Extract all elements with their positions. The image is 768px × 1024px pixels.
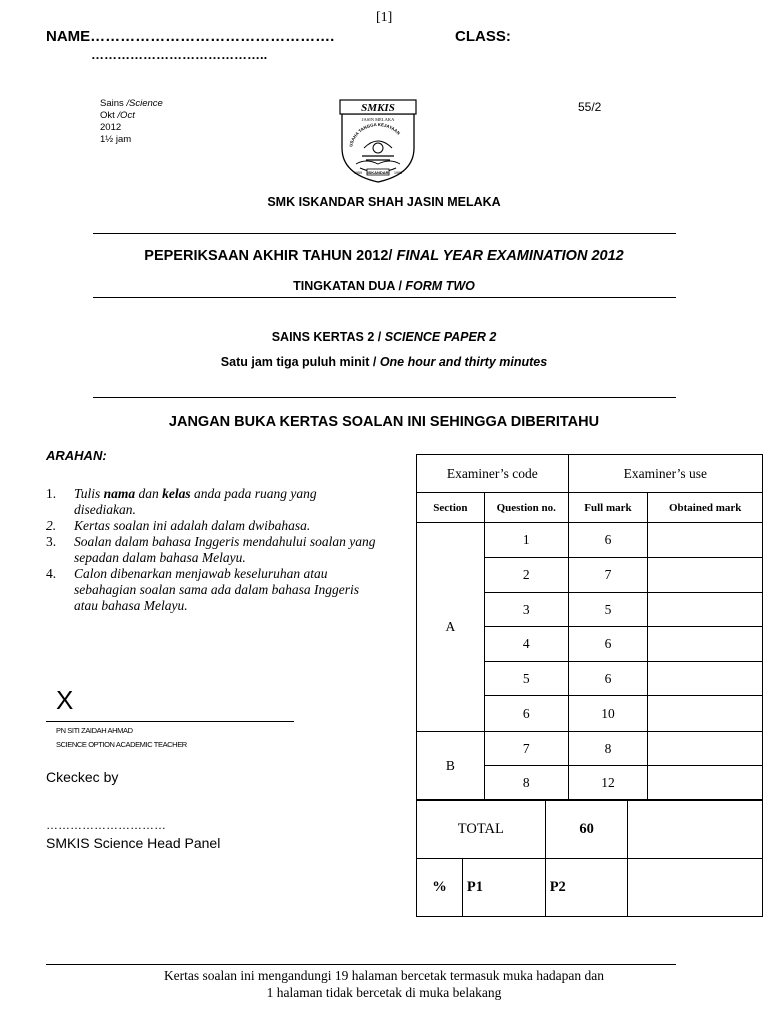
subject-en: /Science: [126, 98, 163, 109]
name-dotted-line: …………………………………..: [91, 47, 268, 62]
section-b-cell: B: [417, 732, 485, 801]
instruction-number: 2.: [46, 518, 57, 533]
instruction-text: Tulis: [74, 486, 104, 501]
percent-label: %: [417, 859, 463, 917]
p1-cell[interactable]: P1: [462, 859, 545, 917]
month-en: /Oct: [117, 110, 135, 121]
question-no-cell: 6: [484, 696, 568, 732]
col-question-header: Question no.: [484, 493, 568, 523]
year-text: 2012: [100, 122, 122, 133]
instruction-number: 4.: [46, 566, 57, 581]
month-ms: Okt: [100, 110, 118, 121]
question-no-cell: 7: [484, 732, 568, 766]
teacher-role: SCIENCE OPTION ACADEMIC TEACHER: [56, 740, 187, 749]
obtained-mark-cell[interactable]: [648, 662, 763, 696]
footer-line-1: Kertas soalan ini mengandungi 19 halaman bercetak termasuk muka hadapan dan: [163, 968, 605, 983]
obtained-mark-cell[interactable]: [648, 766, 763, 801]
exam-title-en: FINAL YEAR EXAMINATION 2012: [392, 248, 624, 264]
full-mark-cell: 12: [568, 766, 648, 801]
col-obtained-header: Obtained mark: [648, 493, 763, 523]
arahan-title: ARAHAN:: [46, 448, 107, 463]
time-en: One hour and thirty minutes: [379, 355, 548, 369]
paper-title: [0, 330, 768, 344]
signature-line: [46, 721, 294, 722]
instruction-item: [46, 534, 376, 566]
instruction-text: Calon dibenarkan menjawab keseluruhan atau sebahagian soalan sama ada dalam bahasa Inggeris atau bahasa Melayu.: [74, 566, 360, 613]
school-crest-logo: [336, 98, 420, 184]
obtained-mark-cell[interactable]: [648, 732, 763, 766]
footer-line-2: 1 halaman tidak bercetak di muka belakang: [266, 985, 502, 1000]
instruction-text: Soalan dalam bahasa Inggeris mendahului soalan yang sepadan dalam bahasa Melayu.: [74, 534, 376, 565]
checked-by-label: Ckeckec by: [46, 769, 119, 785]
page-number: [1]: [376, 10, 393, 25]
subject-line: [100, 98, 163, 110]
form-title: [0, 279, 768, 293]
examiners-use-header: Examiner’s use: [568, 455, 762, 493]
full-mark-cell: 5: [568, 593, 648, 627]
time-ms: Satu jam tiga puluh minit /: [220, 355, 380, 369]
full-mark-cell: 6: [568, 662, 648, 696]
header-meta: [100, 98, 163, 146]
divider: [93, 233, 676, 234]
divider: [93, 297, 676, 298]
footer-divider: [46, 964, 676, 965]
teacher-name: PN SITI ZAIDAH AHMAD: [56, 726, 133, 735]
instruction-item: [46, 486, 376, 518]
full-mark-cell: 6: [568, 627, 648, 662]
paper-en: SCIENCE PAPER 2: [384, 330, 497, 344]
full-mark-cell: 6: [568, 523, 648, 558]
obtained-mark-cell[interactable]: [648, 558, 763, 593]
crest-banner-text: SMKIS: [361, 102, 395, 114]
examiner-table: [416, 454, 763, 801]
obtained-mark-cell[interactable]: [648, 593, 763, 627]
signature-mark: X: [56, 685, 74, 715]
instruction-text: anda pada ruang yang disediakan.: [74, 486, 317, 517]
obtained-mark-cell[interactable]: [648, 696, 763, 732]
warning-text: JANGAN BUKA KERTAS SOALAN INI SEHINGGA DIBERITAHU: [168, 414, 600, 430]
full-mark-cell: 7: [568, 558, 648, 593]
instruction-item: [46, 566, 376, 614]
full-mark-cell: 8: [568, 732, 648, 766]
full-mark-cell: 10: [568, 696, 648, 732]
instruction-number: 1.: [46, 486, 57, 501]
exam-title-ms: PEPERIKSAAN AKHIR TAHUN 2012/: [144, 248, 393, 264]
total-table: [416, 799, 763, 917]
instruction-text: dan: [135, 486, 163, 501]
question-no-cell: 8: [484, 766, 568, 801]
obtained-mark-cell[interactable]: [648, 523, 763, 558]
head-panel-label: SMKIS Science Head Panel: [46, 835, 221, 851]
question-no-cell: 2: [484, 558, 568, 593]
total-full-mark: 60: [545, 800, 628, 859]
crest-subtitle: JASIN MELAKA: [361, 117, 395, 122]
form-en: FORM TWO: [405, 279, 475, 293]
p2-cell[interactable]: P2: [545, 859, 628, 917]
paper-code: 55/2: [578, 100, 602, 114]
name-label: NAME………………………………………….: [46, 28, 335, 45]
instruction-number: 3.: [46, 534, 57, 549]
crest-year-left: 1959: [354, 171, 362, 175]
question-no-cell: 4: [484, 627, 568, 662]
time-allowed: [0, 355, 768, 369]
col-section-header: Section: [417, 493, 485, 523]
instruction-bold-kelas: kelas: [162, 486, 191, 501]
duration-text: 1½ jam: [100, 134, 132, 145]
examiners-code-header: Examiner’s code: [417, 455, 569, 493]
percent-value-cell[interactable]: [628, 859, 763, 917]
checker-signature-line: …………………………: [46, 818, 166, 832]
obtained-mark-cell[interactable]: [648, 627, 763, 662]
paper-ms: SAINS KERTAS 2 /: [271, 330, 385, 344]
instruction-bold-nama: nama: [103, 486, 136, 501]
school-name: SMK ISKANDAR SHAH JASIN MELAKA: [267, 195, 501, 209]
footer-note: [0, 967, 768, 1001]
question-no-cell: 5: [484, 662, 568, 696]
section-a-cell: A: [417, 523, 485, 732]
month-line: [100, 110, 163, 122]
col-fullmark-header: Full mark: [568, 493, 648, 523]
total-obtained-cell[interactable]: [628, 800, 763, 859]
crest-scroll-text: ISKANDAR: [367, 170, 389, 175]
instruction-text: Kertas soalan ini adalah dalam dwibahasa.: [74, 518, 311, 533]
exam-title: [0, 248, 768, 264]
instruction-list: [46, 486, 376, 614]
total-label: TOTAL: [417, 800, 546, 859]
form-ms: TINGKATAN DUA /: [293, 279, 406, 293]
divider: [93, 397, 676, 398]
subject-ms: Sains: [100, 98, 127, 109]
class-label: CLASS:: [455, 28, 511, 45]
question-no-cell: 3: [484, 593, 568, 627]
instruction-item: [46, 518, 376, 534]
crest-motto: USAHA TANGGA KEJAYAAN: [348, 121, 402, 148]
crest-year-right: 1986: [394, 171, 402, 175]
question-no-cell: 1: [484, 523, 568, 558]
